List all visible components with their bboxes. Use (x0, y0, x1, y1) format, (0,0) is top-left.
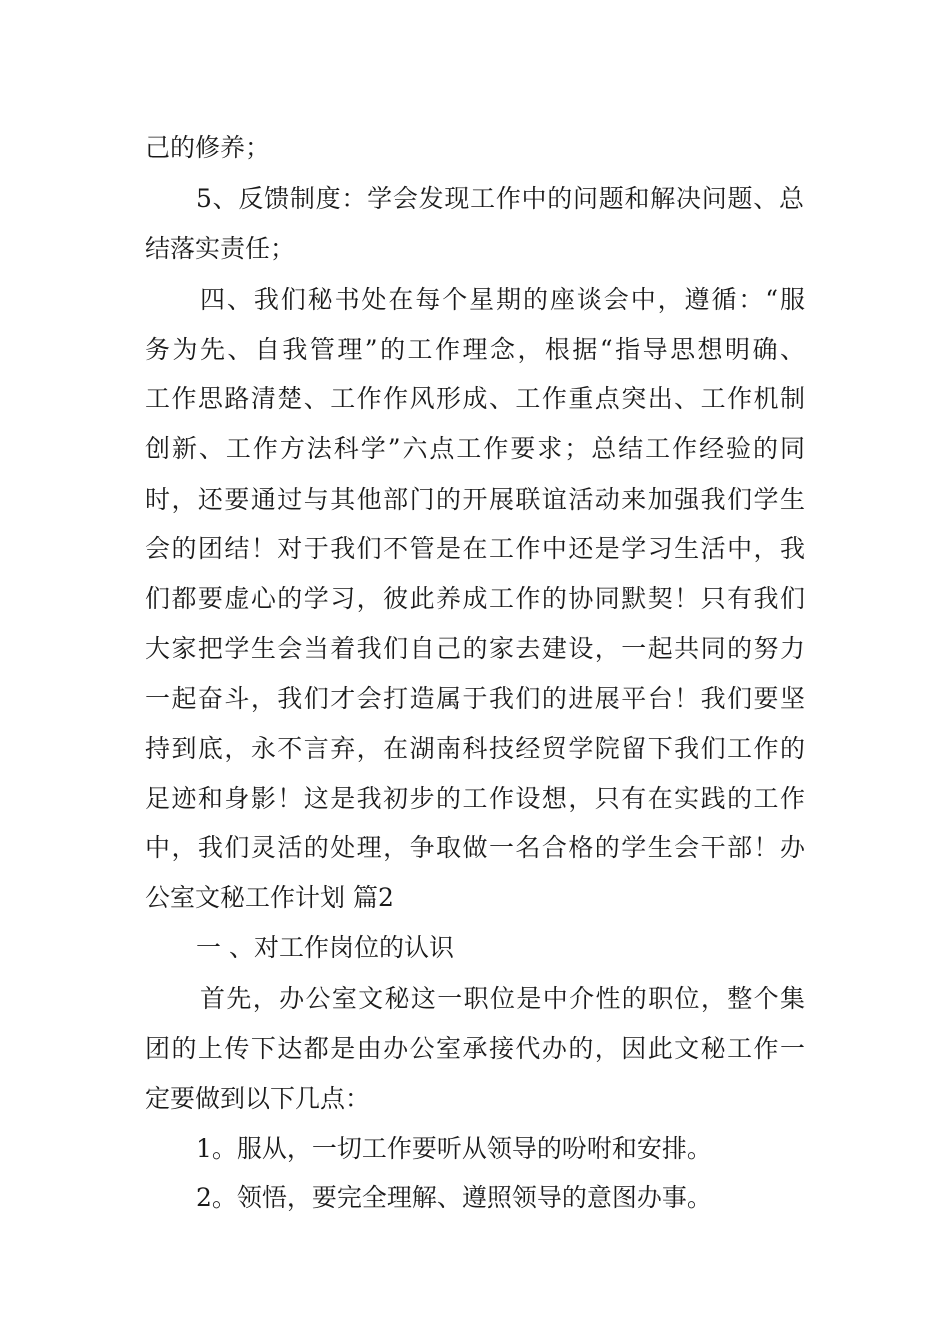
text-line: 持到底，永不言弃，在湖南科技经贸学院留下我们工作的 (145, 734, 805, 763)
text-line: 创新、工作方法科学”六点工作要求；总结工作经验的同 (145, 434, 805, 463)
text-line: 工作思路清楚、工作作风形成、工作重点突出、工作机制 (145, 384, 805, 413)
text-line: 们都要虚心的学习，彼此养成工作的协同默契！只有我们 (145, 584, 805, 613)
text-line: 大家把学生会当着我们自己的家去建设，一起共同的努力 (145, 634, 805, 663)
text-line: 首先，办公室文秘这一职位是中介性的职位，整个集 (200, 984, 805, 1013)
text-line: 团的上传下达都是由办公室承接代办的，因此文秘工作一 (145, 1034, 805, 1063)
text-line: 足迹和身影！这是我初步的工作设想，只有在实践的工作 (145, 784, 805, 813)
text-line: 定要做到以下几点： (145, 1084, 371, 1113)
text-line: 会的团结！对于我们不管是在工作中还是学习生活中，我 (145, 534, 805, 563)
text-line: 四、我们秘书处在每个星期的座谈会中，遵循：“服 (200, 285, 805, 314)
subsection-heading: 一 、对工作岗位的认识 (196, 933, 454, 962)
text-line: 结落实责任； (145, 234, 296, 263)
text-line: 务为先、自我管理”的工作理念，根据“指导思想明确、 (145, 335, 805, 364)
text-line: 一起奋斗，我们才会打造属于我们的进展平台！我们要坚 (145, 684, 805, 713)
list-item: 1。服从，一切工作要听从领导的吩咐和安排。 (196, 1134, 712, 1163)
text-line: 5、反馈制度：学会发现工作中的问题和解决问题、总 (196, 184, 804, 213)
text-line: 时，还要通过与其他部门的开展联谊活动来加强我们学生 (145, 485, 805, 514)
section-heading: 公室文秘工作计划 篇2 (145, 883, 394, 912)
list-item: 2。领悟，要完全理解、遵照领导的意图办事。 (196, 1183, 712, 1212)
text-line: 中，我们灵活的处理，争取做一名合格的学生会干部！办 (145, 833, 805, 862)
text-line: 己的修养； (145, 133, 271, 162)
